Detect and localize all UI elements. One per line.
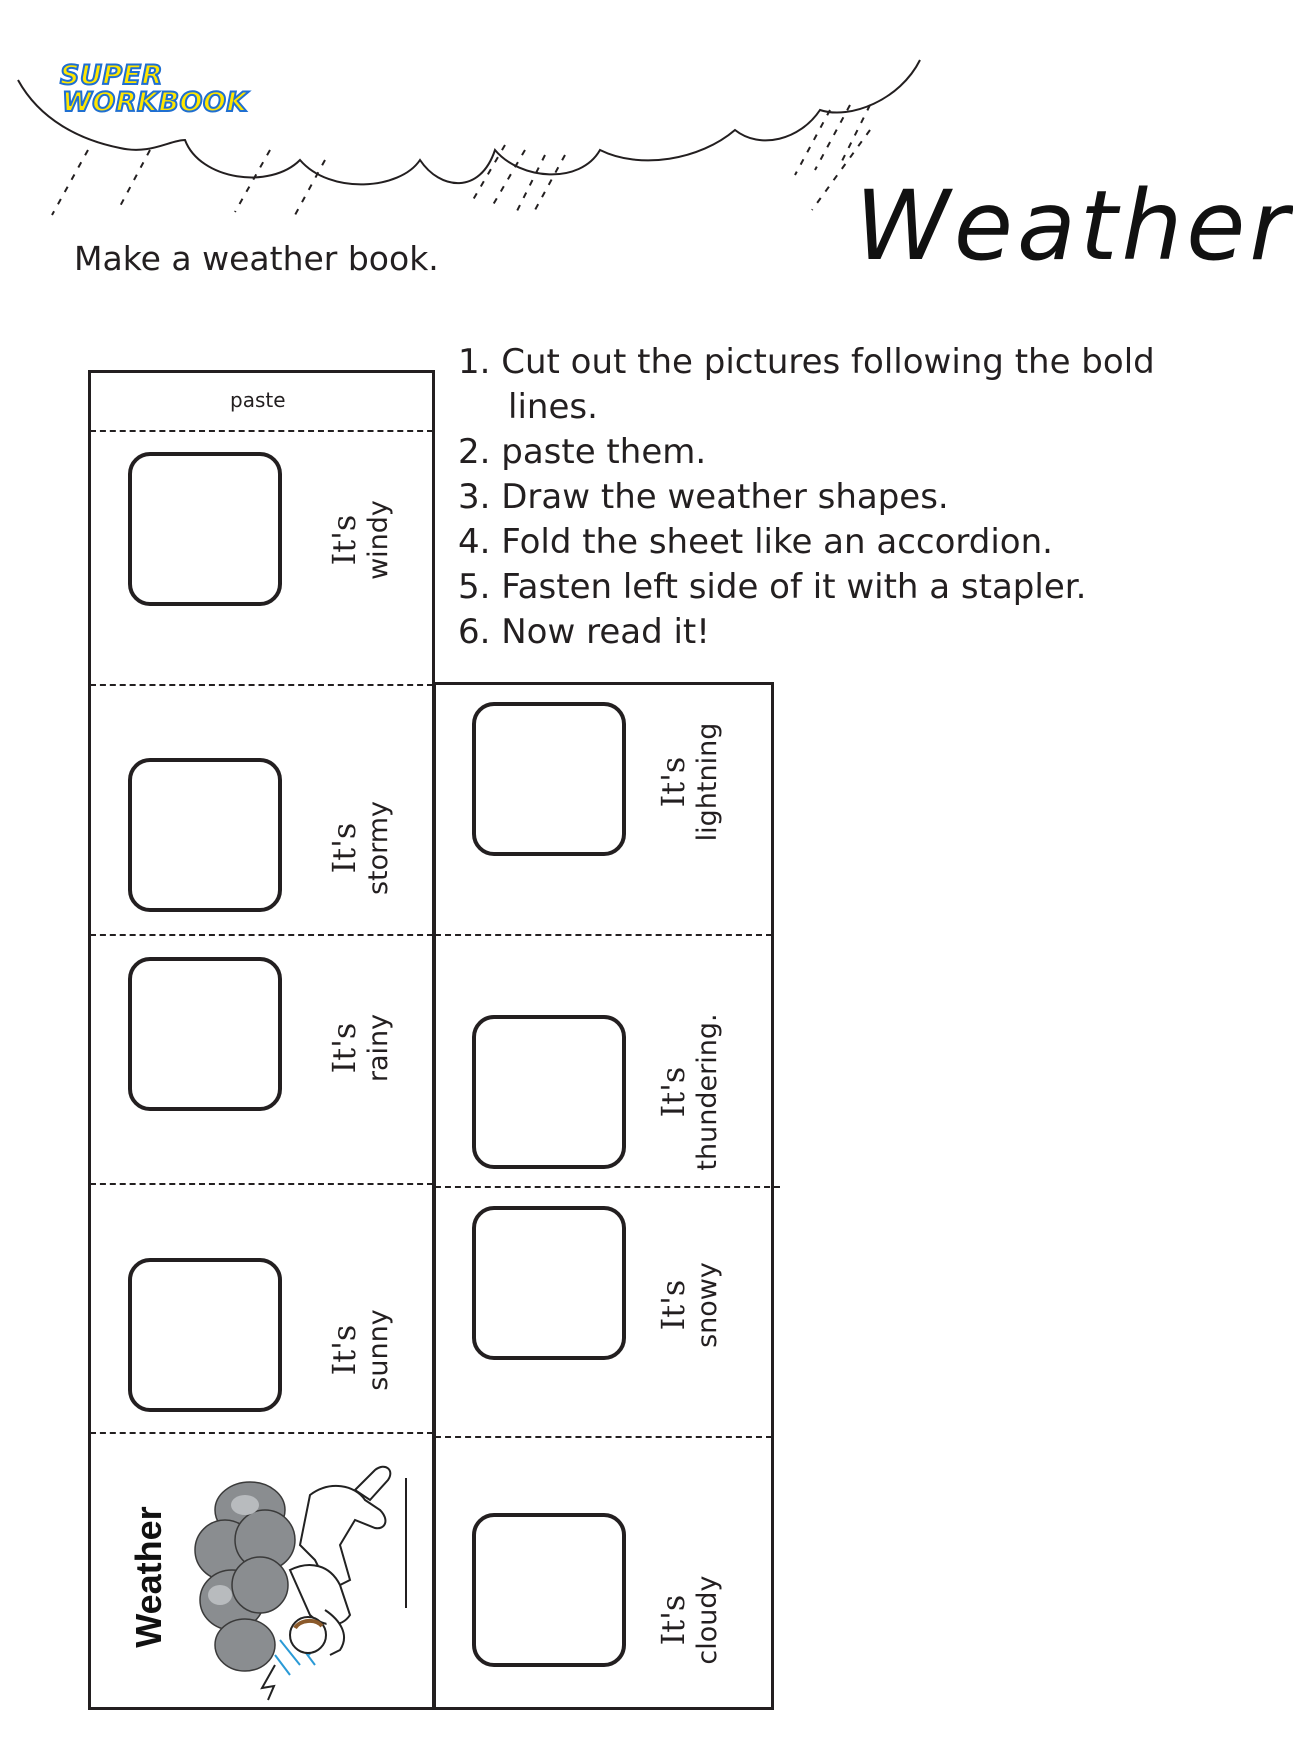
- name-write-line: [405, 1478, 407, 1608]
- panel-label-lightning: It's lightning: [654, 722, 723, 842]
- panel-label-cloudy: It's cloudy: [654, 1575, 723, 1665]
- stormy-cloud-illustration: [190, 1450, 430, 1700]
- fold-line: [90, 1183, 433, 1185]
- drawing-box-windy[interactable]: [128, 452, 282, 606]
- step-item: 3. Draw the weather shapes.: [458, 477, 949, 517]
- fold-line: [90, 1432, 433, 1434]
- step-item: lines.: [508, 387, 598, 427]
- drawing-box-stormy[interactable]: [128, 758, 282, 912]
- drawing-box-rainy[interactable]: [128, 957, 282, 1111]
- panel-label-sunny: It's sunny: [325, 1309, 394, 1391]
- fold-line: [435, 934, 772, 936]
- step-item: 5. Fasten left side of it with a stapler.: [458, 567, 1087, 607]
- drawing-box-cloudy[interactable]: [472, 1513, 626, 1667]
- fold-line: [435, 1436, 772, 1438]
- paste-label: paste: [230, 388, 286, 412]
- step-item: 4. Fold the sheet like an accordion.: [458, 522, 1053, 562]
- fold-line: [90, 934, 433, 936]
- step-item: 6. Now read it!: [458, 612, 710, 652]
- step-item: 2. paste them.: [458, 432, 707, 472]
- drawing-box-snowy[interactable]: [472, 1206, 626, 1360]
- fold-line: [90, 684, 433, 686]
- drawing-box-thundering[interactable]: [472, 1015, 626, 1169]
- drawing-box-lightning[interactable]: [472, 702, 626, 856]
- panel-label-rainy: It's rainy: [325, 1013, 394, 1083]
- panel-label-stormy: It's stormy: [325, 800, 394, 896]
- cover-title: Weather: [128, 1506, 169, 1648]
- panel-label-windy: It's windy: [325, 500, 394, 580]
- logo-line-1: SUPER: [60, 60, 163, 91]
- super-workbook-logo: [60, 62, 280, 132]
- fold-line: [435, 1186, 780, 1188]
- panel-label-thundering: It's thundering.: [654, 1013, 723, 1171]
- fold-line: [90, 430, 433, 432]
- step-item: 1. Cut out the pictures following the bold: [458, 342, 1155, 382]
- logo-line-2: WORKBOOK: [62, 87, 248, 118]
- instructions-intro: Make a weather book.: [74, 239, 439, 278]
- page-title: Weather: [855, 170, 1293, 282]
- instruction-steps: [458, 340, 1218, 655]
- drawing-box-sunny[interactable]: [128, 1258, 282, 1412]
- panel-label-snowy: It's snowy: [654, 1262, 723, 1348]
